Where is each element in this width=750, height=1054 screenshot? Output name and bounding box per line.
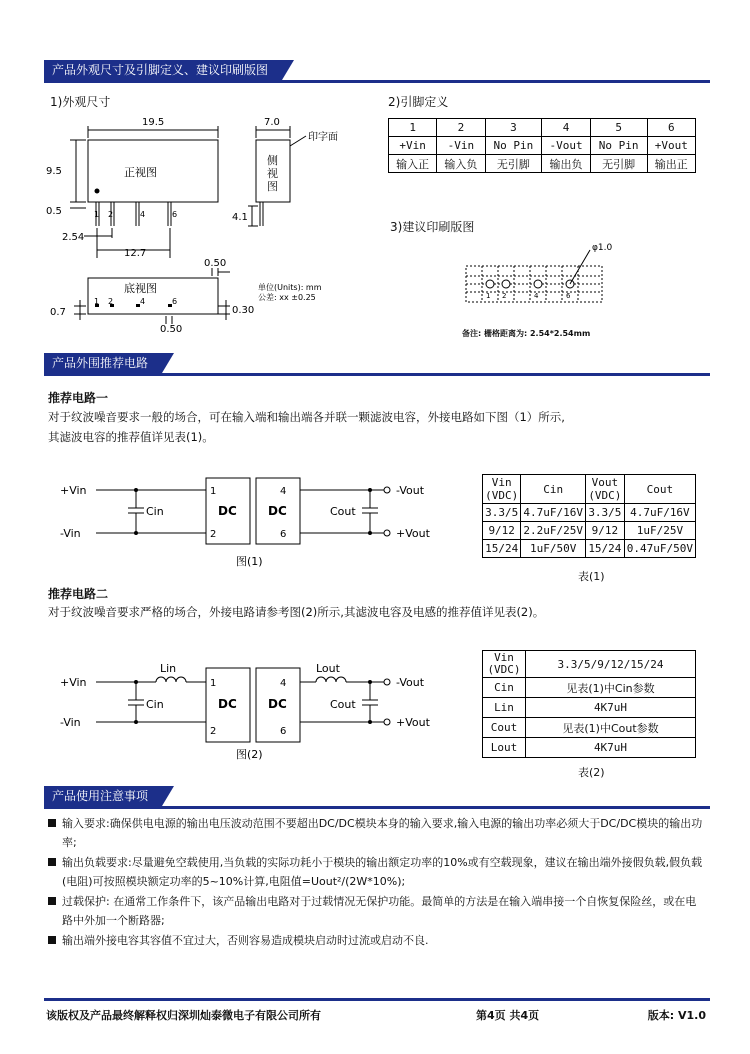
tolerance-label: 公差: xx ±0.25 xyxy=(258,293,316,302)
table-row: 3.3/5 4.7uF/16V 3.3/5 4.7uF/16V xyxy=(483,504,696,522)
dc-label-in: DC xyxy=(218,504,237,518)
svg-text:2: 2 xyxy=(210,726,217,737)
circuit1-heading: 推荐电路一 xyxy=(48,391,109,405)
svg-text:+Vin: +Vin xyxy=(60,676,87,689)
svg-text:2: 2 xyxy=(502,292,507,300)
table-row: 9/12 2.2uF/25V 9/12 1uF/25V xyxy=(483,522,696,540)
table-row: Cin 见表(1)中Cin参数 xyxy=(483,678,696,698)
component-table-2 xyxy=(482,650,696,758)
cout-label: Cout xyxy=(330,505,356,518)
list-item: 输出负载要求:尽量避免空载使用,当负载的实际功耗小于模块的输出额定功率的10%或有空载现象，建议在输出端外接假负载,假负载(电阻)可按照模块额定功率的5~10%计算,电阻值=Uout²/(2W*10%); xyxy=(46,853,706,891)
fig1-caption: 图(1) xyxy=(236,555,263,568)
svg-text:DC: DC xyxy=(218,697,237,711)
pin-title: 2)引脚定义 xyxy=(388,95,449,109)
section-header-circuit xyxy=(44,353,710,376)
side-view-label: 侧视图 xyxy=(267,154,278,193)
copyright-text: 该版权及产品最终解释权归深圳灿泰微电子有限公司所有 xyxy=(46,1009,321,1022)
svg-text:6: 6 xyxy=(172,297,178,306)
circuit1-diagram xyxy=(44,470,464,575)
svg-text:1: 1 xyxy=(210,678,217,689)
svg-text:6: 6 xyxy=(280,726,287,737)
circuit2-desc: 对于纹波噪音要求严格的场合，外接电路请参考图(2)所示,其滤波电容及电感的推荐值详见表(2)。 xyxy=(48,605,545,619)
hole-diameter-label: φ1.0 xyxy=(592,243,613,253)
pcb-title: 3)建议印刷版图 xyxy=(390,220,475,234)
list-item: 输入要求:确保供电电源的输出电压波动范围不要超出DC/DC模块本身的输入要求,输入电源的输出功率必须大于DC/DC模块的输出功率; xyxy=(46,814,706,852)
pin-definition-table xyxy=(388,118,696,173)
capacitor-table-1 xyxy=(482,474,696,558)
svg-text:-Vin: -Vin xyxy=(60,716,81,729)
lin-label: Lin xyxy=(160,662,177,675)
table-row: Cout 见表(1)中Cout参数 xyxy=(483,718,696,738)
version-label: 版本: V1.0 xyxy=(647,1009,706,1022)
svg-text:2: 2 xyxy=(108,297,114,306)
svg-text:2: 2 xyxy=(108,210,114,219)
svg-text:4: 4 xyxy=(280,678,287,689)
table-row: Lout 4K7uH xyxy=(483,738,696,758)
dim-0-30: 0.30 xyxy=(232,305,255,316)
svg-text:+Vout: +Vout xyxy=(396,716,430,729)
pin-name-row: +Vin -Vin No Pin -Vout No Pin +Vout xyxy=(389,137,696,155)
lout-label: Lout xyxy=(316,662,340,675)
table-row: Lin 4K7uH xyxy=(483,698,696,718)
svg-text:6: 6 xyxy=(172,210,178,219)
table-header: Vin (VDC) Cin Vout (VDC) Cout xyxy=(483,475,696,504)
pcb-layout xyxy=(460,236,640,316)
section-header-dimensions xyxy=(44,60,710,83)
svg-text:2: 2 xyxy=(210,529,217,540)
circuit1-desc-line2: 其滤波电容的推荐值详见表(1)。 xyxy=(48,430,214,444)
front-view-label: 正视图 xyxy=(124,166,157,179)
svg-text:-Vout: -Vout xyxy=(396,676,425,689)
table-row: 15/24 1uF/50V 15/24 0.47uF/50V xyxy=(483,540,696,558)
dim-2-54: 2.54 xyxy=(62,232,85,243)
svg-text:4: 4 xyxy=(534,292,539,300)
circuit2-heading: 推荐电路二 xyxy=(48,587,109,601)
vin-pos-label: +Vin xyxy=(60,484,87,497)
svg-text:4: 4 xyxy=(140,210,146,219)
svg-text:6: 6 xyxy=(280,529,287,540)
svg-text:4: 4 xyxy=(140,297,146,306)
outline-title: 1)外观尺寸 xyxy=(50,95,111,109)
dim-0-5: 0.5 xyxy=(46,206,62,217)
lin-inductor xyxy=(156,677,186,682)
dim-0-50-bottom: 0.50 xyxy=(160,324,183,335)
dim-9-5: 9.5 xyxy=(46,166,62,177)
vin-neg-label: -Vin xyxy=(60,527,81,540)
lout-inductor xyxy=(316,677,346,682)
vout-neg-label: -Vout xyxy=(396,484,425,497)
circuit2-diagram xyxy=(44,660,464,768)
fig2-caption: 图(2) xyxy=(236,748,263,761)
dc-label-out: DC xyxy=(268,504,287,518)
section-header-notes xyxy=(44,786,710,809)
dim-12-7: 12.7 xyxy=(124,248,147,259)
svg-text:1: 1 xyxy=(210,486,217,497)
section-title: 产品外观尺寸及引脚定义、建议印刷版图 xyxy=(44,60,282,80)
dim-19-5: 19.5 xyxy=(142,117,165,128)
print-face-label: 印字面 xyxy=(308,132,338,143)
svg-text:DC: DC xyxy=(268,697,287,711)
usage-notes xyxy=(46,814,706,951)
page-footer xyxy=(44,998,710,1025)
units-label: 单位(Units): mm xyxy=(258,283,322,292)
dim-7-0: 7.0 xyxy=(264,117,280,128)
bottom-view-label: 底视图 xyxy=(124,282,157,295)
cin-label: Cin xyxy=(146,505,164,518)
grid-note: 备注: 栅格距离为: 2.54*2.54mm xyxy=(462,329,591,338)
outline-drawing xyxy=(44,110,364,335)
dim-0-50-top: 0.50 xyxy=(204,258,227,269)
svg-text:Cout: Cout xyxy=(330,698,356,711)
table2-caption: 表(2) xyxy=(578,766,605,779)
dim-4-1: 4.1 xyxy=(232,212,248,223)
circuit1-desc-line1: 对于纹波噪音要求一般的场合，可在输入端和输出端各并联一颗滤波电容，外接电路如下图（1）所示, xyxy=(48,410,565,424)
svg-text:1: 1 xyxy=(486,292,491,300)
svg-text:Cin: Cin xyxy=(146,698,164,711)
list-item: 输出端外接电容其容值不宜过大，否则容易造成模块启动时过流或启动不良. xyxy=(46,931,706,950)
vout-pos-label: +Vout xyxy=(396,527,430,540)
table-row: Vin (VDC) 3.3/5/9/12/15/24 xyxy=(483,651,696,678)
svg-text:1: 1 xyxy=(94,297,100,306)
page-number: 第4页 共4页 xyxy=(476,1009,540,1022)
svg-text:6: 6 xyxy=(566,292,571,300)
section-title: 产品外围推荐电路 xyxy=(44,353,162,373)
svg-text:1: 1 xyxy=(94,210,100,219)
pin-number-row: 1 2 3 4 5 6 xyxy=(389,119,696,137)
pin-cn-row: 输入正 输入负 无引脚 输出负 无引脚 输出正 xyxy=(389,155,696,173)
list-item: 过载保护: 在通常工作条件下，该产品输出电路对于过载情况无保护功能。最简单的方法是在输入端串接一个自恢复保险丝，或在电路中外加一个断路器; xyxy=(46,892,706,930)
dim-0-7: 0.7 xyxy=(50,307,66,318)
section-title: 产品使用注意事项 xyxy=(44,786,162,806)
svg-text:4: 4 xyxy=(280,486,287,497)
table1-caption: 表(1) xyxy=(578,570,605,583)
